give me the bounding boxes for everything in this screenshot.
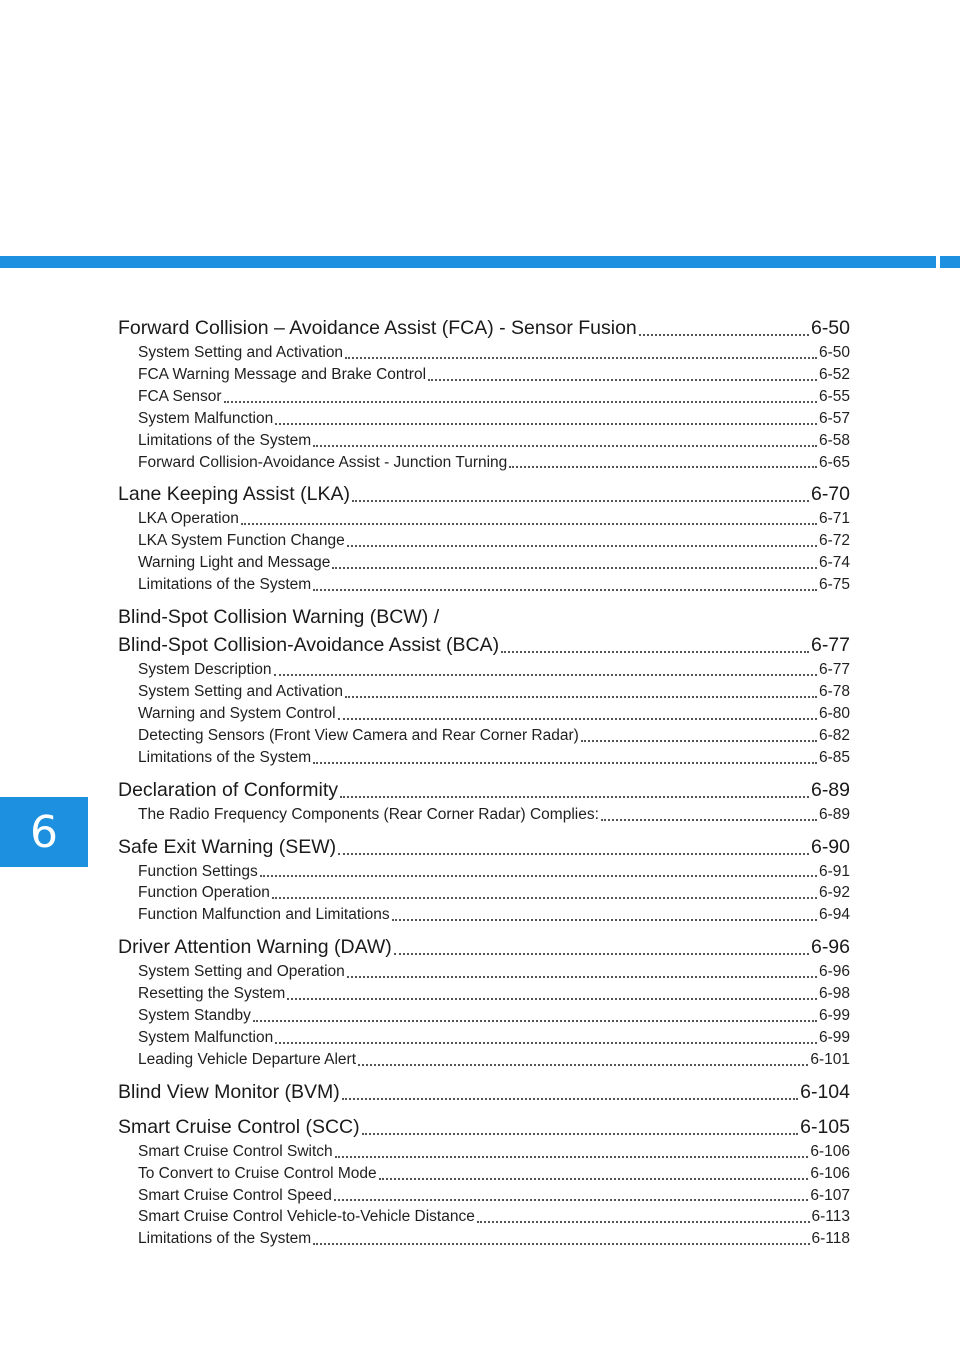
- toc-section-heading[interactable]: [118, 833, 850, 861]
- toc-item-page: 6-80: [818, 704, 850, 722]
- leader-dots: [260, 875, 817, 877]
- toc-item[interactable]: [118, 1141, 850, 1163]
- leader-dots: [379, 1178, 809, 1180]
- toc-item[interactable]: [118, 747, 850, 769]
- chapter-tab[interactable]: [0, 797, 88, 867]
- leader-dots: [287, 998, 817, 1000]
- toc-item-title: Smart Cruise Control Speed: [138, 1186, 332, 1204]
- toc-item-title: Limitations of the System: [138, 576, 312, 594]
- leader-dots: [275, 423, 817, 425]
- toc-item-title: System Malfunction: [138, 1028, 274, 1046]
- leader-dots: [392, 919, 817, 921]
- leader-dots: [313, 445, 817, 447]
- leader-dots: [345, 357, 817, 359]
- toc-section-title: Blind-Spot Collision-Avoidance Assist (BCA): [118, 634, 500, 657]
- toc-section-heading[interactable]: [118, 1113, 850, 1141]
- toc-item[interactable]: [118, 430, 850, 452]
- toc-section-title: Forward Collision – Avoidance Assist (FCA) - Sensor Fusion: [118, 317, 637, 339]
- toc-item[interactable]: [118, 386, 850, 408]
- leader-dots: [342, 1098, 798, 1100]
- toc-item-page: 6-89: [818, 805, 850, 823]
- leader-dots: [394, 953, 809, 955]
- toc-item-title: Warning Light and Message: [138, 554, 331, 572]
- leader-dots: [272, 897, 817, 899]
- leader-dots: [347, 545, 817, 547]
- toc-item[interactable]: [118, 408, 850, 430]
- toc-item-title: System Setting and Operation: [138, 963, 345, 981]
- leader-dots: [313, 762, 817, 764]
- toc-item[interactable]: [118, 1027, 850, 1049]
- toc-section: [118, 1078, 850, 1106]
- toc-item-page: 6-106: [810, 1142, 850, 1160]
- toc-section-title: Blind View Monitor (BVM): [118, 1080, 340, 1103]
- toc-item[interactable]: [118, 574, 850, 596]
- toc-item-title: System Description: [138, 661, 272, 679]
- toc-item[interactable]: [118, 861, 850, 883]
- leader-dots: [332, 567, 817, 569]
- toc-item-page: 6-118: [811, 1230, 850, 1248]
- leader-dots: [224, 401, 817, 403]
- toc-item[interactable]: [118, 882, 850, 904]
- toc-item-title: Smart Cruise Control Vehicle-to-Vehicle Distance: [138, 1208, 475, 1226]
- toc-item[interactable]: [118, 342, 850, 364]
- toc-item-page: 6-52: [818, 365, 850, 383]
- toc-section-page: 6-104: [800, 1080, 850, 1103]
- toc-item-title: Smart Cruise Control Switch: [138, 1142, 333, 1160]
- toc-item-title: To Convert to Cruise Control Mode: [138, 1164, 377, 1182]
- toc-item-page: 6-96: [818, 963, 850, 981]
- toc-item[interactable]: [118, 508, 850, 530]
- leader-dots: [639, 334, 809, 336]
- leader-dots: [358, 1064, 808, 1066]
- toc-item-page: 6-92: [818, 884, 850, 902]
- toc-item-title: System Setting and Activation: [138, 682, 344, 700]
- toc-item-page: 6-74: [818, 554, 850, 572]
- leader-dots: [347, 976, 817, 978]
- toc-item-title: FCA Warning Message and Brake Control: [138, 365, 427, 383]
- toc-section-heading[interactable]: [118, 314, 850, 342]
- toc-section: [118, 314, 850, 473]
- toc-item-page: 6-113: [811, 1208, 850, 1226]
- toc-section-heading[interactable]: [118, 776, 850, 804]
- toc-item[interactable]: [118, 904, 850, 926]
- toc-section: [118, 603, 850, 769]
- toc-item-title: Warning and System Control: [138, 704, 336, 722]
- toc-section-title: Declaration of Conformity: [118, 778, 339, 801]
- toc-section-heading[interactable]: [118, 631, 850, 659]
- toc-section-title: Smart Cruise Control (SCC): [118, 1115, 360, 1138]
- toc-item-title: Leading Vehicle Departure Alert: [138, 1050, 357, 1068]
- toc-item-page: 6-99: [818, 1028, 850, 1046]
- toc-item-page: 6-58: [818, 431, 850, 449]
- toc-item-title: Limitations of the System: [138, 431, 312, 449]
- toc-item-title: Function Operation: [138, 884, 270, 902]
- leader-dots: [477, 1221, 810, 1223]
- top-bar-notch: [936, 256, 940, 268]
- toc-item-page: 6-98: [818, 985, 850, 1003]
- toc-item-page: 6-50: [818, 344, 850, 361]
- leader-dots: [428, 379, 817, 381]
- toc-item[interactable]: [118, 530, 850, 552]
- leader-dots: [509, 466, 817, 468]
- toc-item-page: 6-75: [818, 576, 850, 594]
- leader-dots: [338, 853, 809, 855]
- leader-dots: [274, 674, 817, 676]
- leader-dots: [581, 740, 817, 742]
- toc-item[interactable]: [118, 1005, 850, 1027]
- toc-item[interactable]: [118, 983, 850, 1005]
- leader-dots: [275, 1042, 817, 1044]
- top-color-bar: [0, 256, 960, 268]
- leader-dots: [241, 523, 817, 525]
- chapter-number: 6: [30, 806, 58, 858]
- toc-item[interactable]: [118, 1228, 850, 1250]
- leader-dots: [253, 1020, 817, 1022]
- toc-section-page: 6-77: [810, 634, 850, 657]
- leader-dots: [334, 1199, 809, 1201]
- leader-dots: [313, 1243, 809, 1245]
- toc-section: [118, 480, 850, 596]
- toc-section-page: 6-96: [810, 936, 850, 959]
- toc-item[interactable]: [118, 804, 850, 826]
- toc-item[interactable]: [118, 452, 850, 474]
- leader-dots: [340, 796, 809, 798]
- toc-item-page: 6-57: [818, 409, 850, 427]
- toc-item[interactable]: [118, 552, 850, 574]
- toc-item-page: 6-77: [818, 661, 850, 679]
- toc-item[interactable]: [118, 681, 850, 703]
- toc-section-page: 6-89: [810, 778, 850, 801]
- toc-item[interactable]: [118, 1185, 850, 1207]
- toc-item[interactable]: [118, 1049, 850, 1071]
- toc-section: [118, 933, 850, 1071]
- toc-section-heading[interactable]: [118, 933, 850, 961]
- toc-item-title: The Radio Frequency Components (Rear Corner Radar) Complies:: [138, 805, 599, 823]
- toc-item[interactable]: [118, 725, 850, 747]
- leader-dots: [335, 1156, 809, 1158]
- leader-dots: [338, 718, 817, 720]
- toc-item-title: LKA System Function Change: [138, 532, 345, 550]
- table-of-contents: [118, 314, 850, 1250]
- toc-item[interactable]: [118, 703, 850, 725]
- toc-item-page: 6-78: [818, 682, 850, 700]
- leader-dots: [345, 696, 817, 698]
- toc-item-page: 6-106: [810, 1164, 850, 1182]
- toc-item-page: 6-72: [818, 532, 850, 550]
- toc-section-page: 6-70: [810, 483, 850, 506]
- toc-item-title: System Setting and Activation: [138, 344, 344, 361]
- toc-section-page: 6-105: [800, 1115, 850, 1138]
- toc-item-page: 6-94: [818, 906, 850, 924]
- toc-item-page: 6-91: [818, 862, 850, 880]
- toc-section: [118, 1113, 850, 1251]
- toc-item-page: 6-85: [818, 748, 850, 766]
- toc-item-title: Function Settings: [138, 862, 258, 880]
- toc-item-title: Detecting Sensors (Front View Camera and Rear Corner Radar): [138, 726, 579, 744]
- toc-item[interactable]: [118, 1206, 850, 1228]
- toc-item-page: 6-99: [818, 1007, 850, 1025]
- toc-item[interactable]: [118, 1163, 850, 1185]
- toc-item-page: 6-55: [818, 387, 850, 405]
- toc-section-title: Lane Keeping Assist (LKA): [118, 483, 350, 506]
- toc-item-page: 6-82: [818, 726, 850, 744]
- toc-section-page: 6-50: [810, 317, 850, 339]
- toc-item-page: 6-65: [818, 453, 850, 471]
- toc-item-title: Limitations of the System: [138, 748, 312, 766]
- toc-item-title: Forward Collision-Avoidance Assist - Junction Turning: [138, 453, 508, 471]
- toc-section-title-line1[interactable]: Blind-Spot Collision Warning (BCW) /: [118, 606, 440, 629]
- toc-section-heading[interactable]: [118, 480, 850, 508]
- toc-section: [118, 833, 850, 927]
- toc-section: [118, 776, 850, 826]
- leader-dots: [352, 500, 809, 502]
- toc-item[interactable]: [118, 961, 850, 983]
- toc-item-title: Limitations of the System: [138, 1230, 312, 1248]
- toc-item-title: FCA Sensor: [138, 387, 222, 405]
- toc-item-page: 6-107: [810, 1186, 850, 1204]
- leader-dots: [313, 589, 817, 591]
- toc-item[interactable]: [118, 659, 850, 681]
- toc-item-title: LKA Operation: [138, 510, 239, 528]
- toc-item-title: System Malfunction: [138, 409, 274, 427]
- toc-section-title: Safe Exit Warning (SEW): [118, 835, 337, 858]
- toc-item-title: System Standby: [138, 1007, 251, 1025]
- toc-item-title: Function Malfunction and Limitations: [138, 906, 390, 924]
- leader-dots: [362, 1133, 798, 1135]
- toc-item-page: 6-101: [810, 1050, 850, 1068]
- toc-section-page: 6-90: [810, 835, 850, 858]
- toc-section-heading[interactable]: [118, 1078, 850, 1106]
- toc-item[interactable]: [118, 364, 850, 386]
- leader-dots: [601, 819, 817, 821]
- toc-section-title: Driver Attention Warning (DAW): [118, 936, 392, 959]
- toc-item-page: 6-71: [818, 510, 850, 528]
- leader-dots: [501, 651, 809, 653]
- toc-item-title: Resetting the System: [138, 985, 286, 1003]
